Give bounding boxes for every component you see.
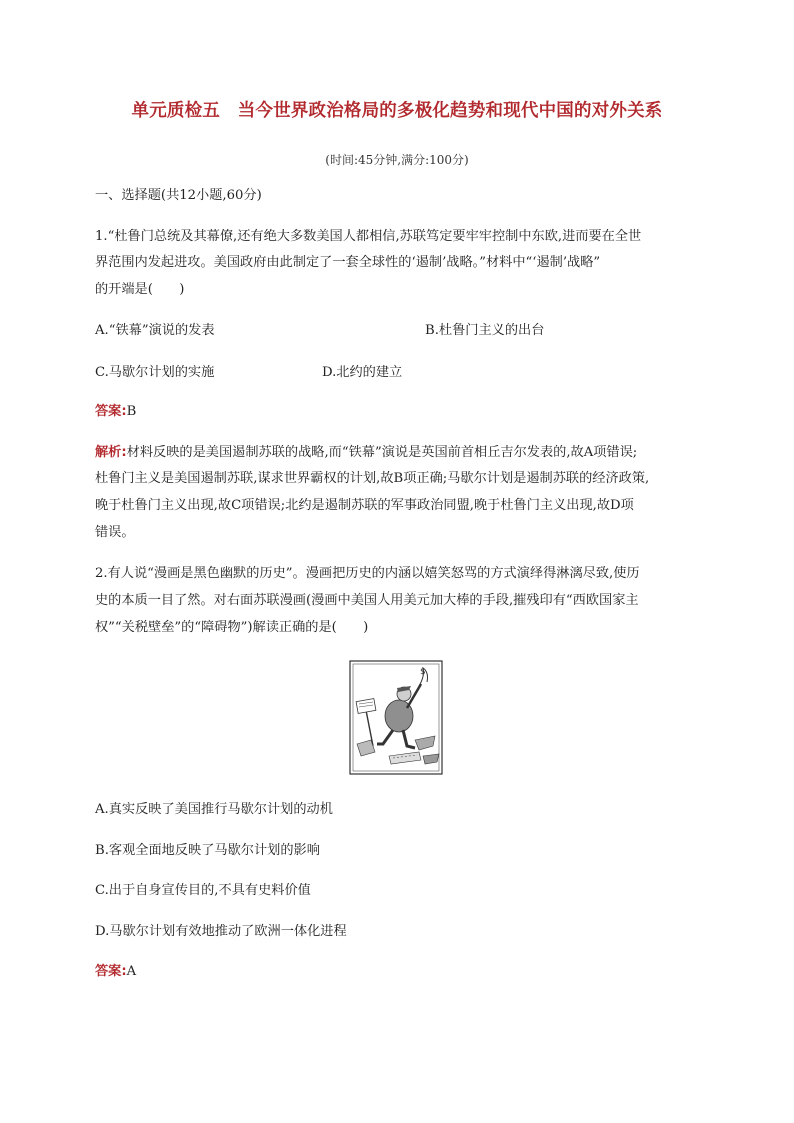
answer [95, 963, 136, 981]
option-a: A.真实反映了美国推行马歇尔计划的动机 [95, 802, 333, 817]
exam-info: (时间:45分钟,满分:100分) [325, 153, 469, 167]
page-title: 单元质检五 当今世界政治格局的多极化趋势和现代中国的对外关系 [131, 101, 663, 121]
option-a: A.“铁幕”演说的发表 [95, 323, 215, 338]
question-text-line: 1.“杜鲁门总统及其幕僚,还有绝大多数美国人都相信,苏联笃定要牢牢控制中东欧,进而要在全世 [95, 229, 642, 244]
question-text-line: 的开端是( ) [95, 282, 185, 297]
option-d: D.马歇尔计划有效地推动了欧洲一体化进程 [95, 924, 347, 939]
analysis-text: 材料反映的是美国遏制苏联的战略,而“铁幕”演说是英国前首相丘吉尔发表的,故A项错误; [126, 445, 638, 460]
question-text-line: 权”“关税壁垒”的“障碍物”)解读正确的是( ) [95, 620, 369, 635]
answer-label: 答案: [95, 964, 127, 979]
option-c: C.出于自身宣传目的,不具有史料价值 [95, 883, 311, 898]
analysis-label: 解析: [95, 445, 127, 460]
svg-text:$: $ [420, 667, 426, 677]
option-d: D.北约的建立 [322, 365, 403, 380]
analysis-line [95, 444, 637, 462]
section-heading: 一、选择题(共12小题,60分) [95, 188, 262, 203]
answer [95, 403, 136, 421]
analysis-line: 晚于杜鲁门主义出现,故C项错误;北约是遏制苏联的军事政治同盟,晚于杜鲁门主义出现,故D项 [95, 498, 634, 513]
answer-value: B [126, 404, 137, 419]
analysis-line: 杜鲁门主义是美国遏制苏联,谋求世界霸权的计划,故B项正确;马歇尔计划是遏制苏联的经济政策, [95, 471, 650, 486]
question-text-line: 史的本质一目了然。对右面苏联漫画(漫画中美国人用美元加大棒的手段,摧残印有“西欧国家主 [95, 593, 639, 608]
option-b: B.杜鲁门主义的出台 [425, 323, 545, 338]
question-text-line: 界范围内发起进攻。美国政府由此制定了一套全球性的‘遏制’战略。”材料中“‘遏制’战略” [95, 255, 601, 270]
question-text-line: 2.有人说“漫画是黑色幽默的历史”。漫画把历史的内涵以嬉笑怒骂的方式演绎得淋漓尽致,使历 [95, 566, 640, 581]
soviet-cartoon-image [349, 660, 443, 775]
option-b: B.客观全面地反映了马歇尔计划的影响 [95, 843, 320, 858]
analysis-line: 错误。 [95, 525, 135, 540]
answer-label: 答案: [95, 404, 127, 419]
answer-value: A [126, 964, 137, 979]
option-c: C.马歇尔计划的实施 [95, 365, 215, 380]
